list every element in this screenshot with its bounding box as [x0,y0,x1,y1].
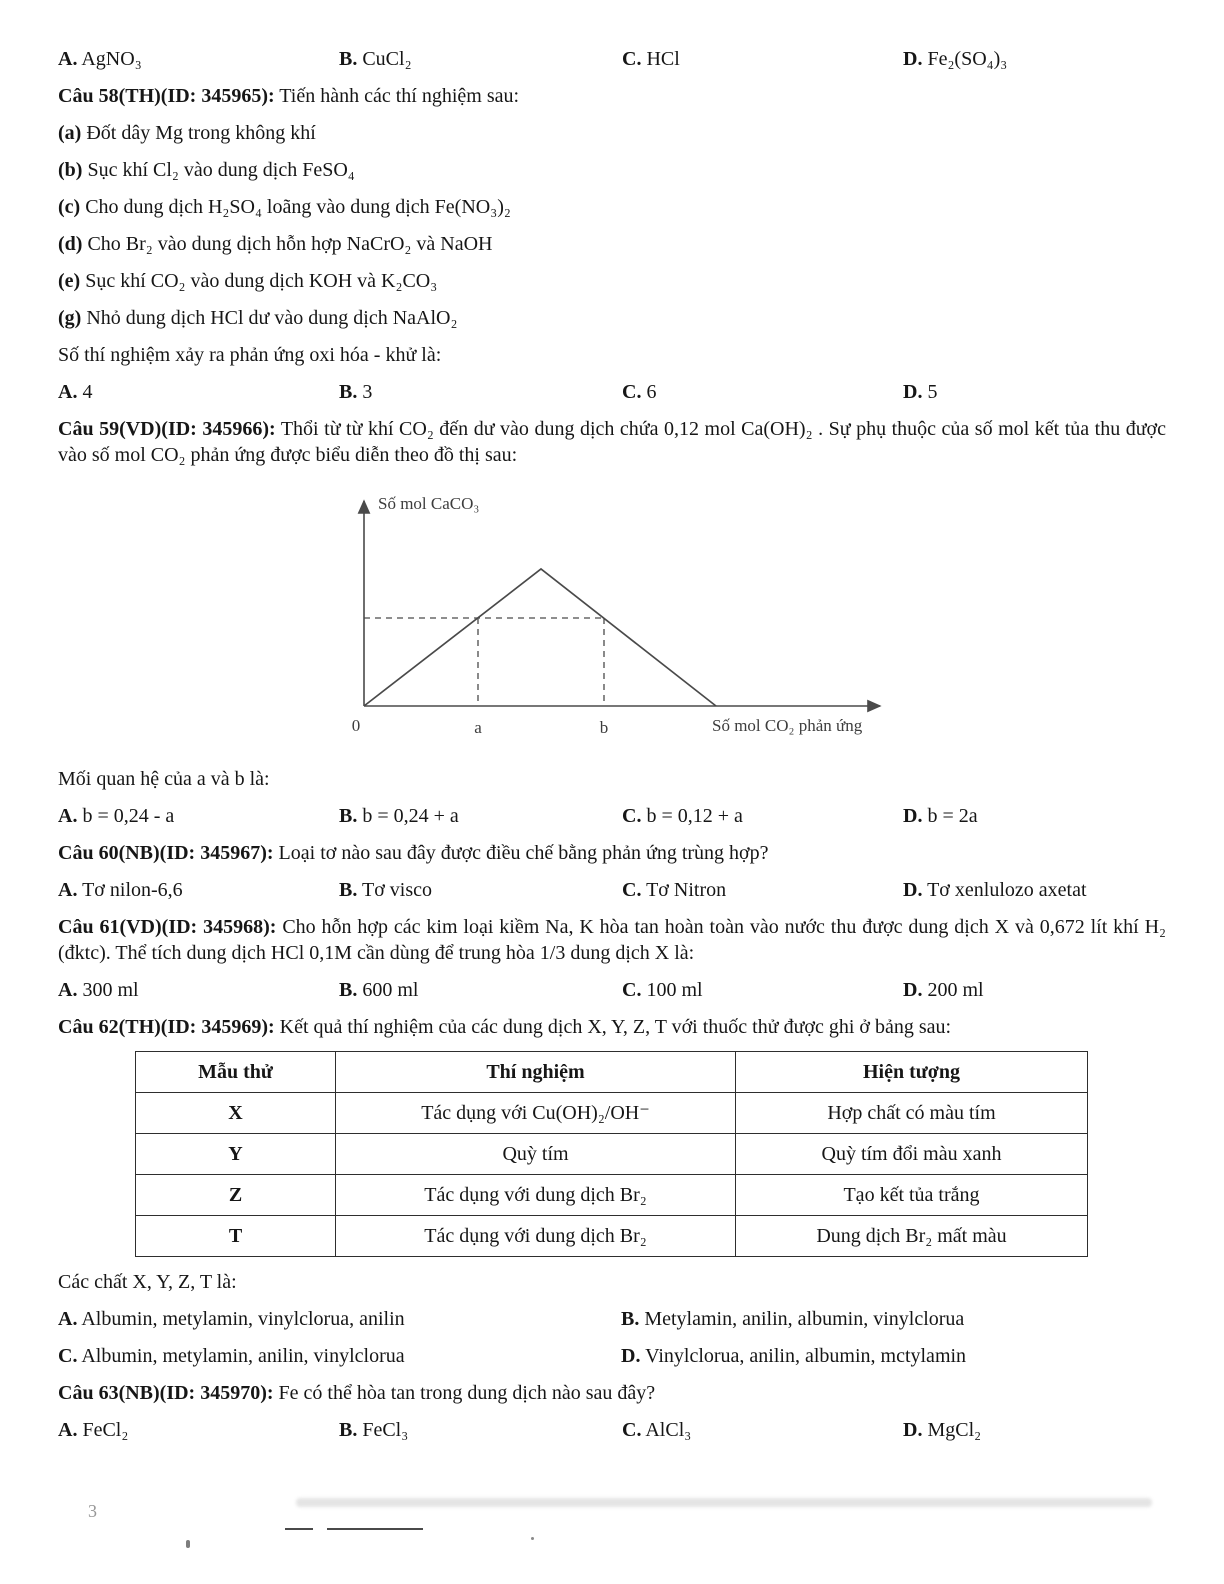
b-tick-label: b [599,718,609,737]
answer-option-c [622,877,903,903]
answer-option-c [622,46,903,72]
answer-option-c [622,803,903,829]
question-63-header [58,1380,1166,1406]
answer-option-a [58,977,339,1003]
item-text: Đốt dây Mg trong không khí [86,122,316,144]
option-letter: B. [621,1308,640,1330]
table-row-t [136,1216,1088,1257]
item-marker: (b) [58,159,83,181]
footer-underline-long [327,1528,423,1530]
option-text: AgNO₃ [81,48,142,70]
question-text: Thổi từ từ khí CO₂ đến dư vào dung dịch chứa 0,12 mol Ca(OH)₂ . Sự phụ thuộc của số mol kết tủa thu được vào số mol CO₂ phản ứng được biểu diễn theo đồ thị sau: [58,418,1167,466]
experiment-item-b [58,157,1166,183]
answer-option-b [339,877,622,903]
table-cell: Tác dụng với Cu(OH)₂/OH⁻ [336,1093,736,1134]
answer-option-a [58,46,339,72]
option-letter: A. [58,1308,78,1330]
answer-option-a [58,379,339,405]
precipitate-curve [364,569,716,706]
option-letter: A. [58,879,78,901]
question-label: Câu 60(NB)(ID: 345967): [58,842,274,864]
table-header-sample: Mẫu thử [136,1052,336,1093]
answer-option-d [903,977,1166,1003]
option-letter: D. [903,381,923,403]
option-text: 4 [82,381,93,403]
answer-option-d [621,1343,1166,1369]
footer-speck [186,1540,190,1548]
option-text: FeCl₃ [362,1419,409,1441]
option-text: 3 [362,381,373,403]
co2-caco3-chart [302,479,1166,758]
answer-option-b [339,977,622,1003]
question-label: Câu 61(VD)(ID: 345968): [58,916,277,938]
option-letter: A. [58,48,78,70]
option-text: Tơ nilon-6,6 [82,879,183,901]
option-letter: A. [58,381,78,403]
question-60-options [58,877,1166,903]
answer-option-c [622,977,903,1003]
option-letter: B. [339,1419,358,1441]
option-text: AlCl₃ [645,1419,692,1441]
option-letter: C. [58,1345,78,1367]
question-prompt-text: Mối quan hệ của a và b là: [58,768,270,790]
item-marker: (a) [58,122,82,144]
footer-dot [531,1537,534,1540]
option-text: MgCl₂ [927,1419,982,1441]
origin-tick-label: 0 [351,716,361,735]
option-text: HCl [646,48,680,70]
footer-smudge [296,1498,1152,1507]
answer-option-c [622,379,903,405]
table-row-z [136,1175,1088,1216]
option-text: Albumin, metylamin, anilin, vinylclorua [81,1345,405,1367]
question-59-header [58,416,1166,468]
experiment-item-a [58,120,1166,146]
answer-option-c [58,1343,621,1369]
option-text: 5 [927,381,938,403]
option-text: Tơ xenlulozo axetat [927,879,1087,901]
y-axis-label: Số mol CaCO₃ [378,494,480,513]
question-59-options [58,803,1166,829]
option-text: CuCl₂ [362,48,412,70]
answer-option-a [58,1417,339,1443]
question-prompt-text: Các chất X, Y, Z, T là: [58,1271,237,1293]
table-cell: Y [136,1134,336,1175]
table-row-y [136,1134,1088,1175]
option-letter: C. [622,381,642,403]
option-text: 100 ml [646,979,703,1001]
question-prompt-text: Số thí nghiệm xảy ra phản ứng oxi hóa - khử là: [58,344,442,366]
experiment-item-c [58,194,1166,220]
option-text: b = 0,24 + a [362,805,459,827]
table-cell: Tác dụng với dung dịch Br₂ [336,1175,736,1216]
answer-option-b [621,1306,1166,1332]
question-text: Cho hỗn hợp các kim loại kiềm Na, K hòa tan hoàn toàn vào nước thu được dung dịch X và 0,672 lít khí H₂ (đktc). Thể tích dung dịch HCl 0,1M cần dùng để trung hòa 1/3 dung dịch X là: [58,916,1167,964]
answer-option-c [622,1417,903,1443]
option-letter: D. [903,879,923,901]
answer-option-d [903,379,1166,405]
option-letter: B. [339,381,358,403]
item-marker: (g) [58,307,82,329]
answer-option-d [903,877,1166,903]
option-text: Albumin, metylamin, vinylclorua, anilin [81,1308,405,1330]
answer-option-a [58,1306,621,1332]
option-letter: A. [58,979,78,1001]
item-marker: (e) [58,270,81,292]
table-row-x [136,1093,1088,1134]
question-label: Câu 58(TH)(ID: 345965): [58,85,275,107]
answer-option-b [339,1417,622,1443]
answer-option-d [903,803,1166,829]
question-61-options [58,977,1166,1003]
question-label: Câu 62(TH)(ID: 345969): [58,1016,275,1038]
answer-option-b [339,46,622,72]
item-text: Cho dung dịch H₂SO₄ loãng vào dung dịch Fe(NO₃)₂ [85,196,511,218]
option-text: Vinylclorua, anilin, albumin, mctylamin [645,1345,967,1367]
item-text: Sục khí CO₂ vào dung dịch KOH và K₂CO₃ [85,270,438,292]
option-text: 600 ml [362,979,419,1001]
answer-option-d [903,1417,1166,1443]
option-text: Tơ Nitron [646,879,727,901]
table-header-experiment: Thí nghiệm [336,1052,736,1093]
option-letter: D. [903,805,923,827]
option-letter: B. [339,48,358,70]
table-cell: T [136,1216,336,1257]
item-marker: (d) [58,233,83,255]
question-label: Câu 59(VD)(ID: 345966): [58,418,276,440]
table-cell: Quỳ tím đổi màu xanh [736,1134,1088,1175]
page-number: 3 [88,1501,97,1521]
question-58-options [58,379,1166,405]
experiment-item-g [58,305,1166,331]
table-cell: Tác dụng với dung dịch Br₂ [336,1216,736,1257]
answer-option-d [903,46,1166,72]
table-header-row [136,1052,1088,1093]
table-cell: Quỳ tím [336,1134,736,1175]
reagent-results-table [135,1051,1088,1257]
option-letter: B. [339,979,358,1001]
table-cell: Z [136,1175,336,1216]
answer-option-a [58,803,339,829]
option-text: Metylamin, anilin, albumin, vinylclorua [644,1308,965,1330]
x-axis-label: Số mol CO₂ phản ứng [712,716,863,735]
option-letter: C. [622,1419,642,1441]
question-label: Câu 63(NB)(ID: 345970): [58,1382,274,1404]
question-62-header [58,1014,1166,1040]
answer-option-b [339,803,622,829]
question-62-prompt [58,1269,1166,1295]
experiment-item-e [58,268,1166,294]
option-letter: C. [622,805,642,827]
option-text: 6 [646,381,657,403]
option-letter: D. [903,1419,923,1441]
option-letter: A. [58,805,78,827]
a-tick-label: a [474,718,482,737]
option-letter: C. [622,879,642,901]
option-text: Fe₂(SO₄)₃ [927,48,1008,70]
question-text: Loại tơ nào sau đây được điều chế bằng phản ứng trùng hợp? [278,842,769,864]
answer-option-a [58,877,339,903]
option-letter: B. [339,805,358,827]
table-cell: X [136,1093,336,1134]
option-letter: A. [58,1419,78,1441]
question-60-header [58,840,1166,866]
option-text: b = 2a [927,805,978,827]
question-62-options-row-1 [58,1306,1166,1332]
question-text: Fe có thể hòa tan trong dung dịch nào sau đây? [278,1382,656,1404]
question-58-header [58,83,1166,109]
item-text: Nhỏ dung dịch HCl dư vào dung dịch NaAlO₂ [86,307,458,329]
question-59-prompt [58,766,1166,792]
option-text: 200 ml [927,979,984,1001]
item-text: Cho Br₂ vào dung dịch hỗn hợp NaCrO₂ và NaOH [87,233,493,255]
option-letter: D. [903,979,923,1001]
question-61-header [58,914,1166,966]
option-text: Tơ visco [361,879,432,901]
table-cell: Dung dịch Br₂ mất màu [736,1216,1088,1257]
question-text: Kết quả thí nghiệm của các dung dịch X, Y, Z, T với thuốc thử được ghi ở bảng sau: [279,1016,952,1038]
option-letter: D. [621,1345,641,1367]
option-letter: C. [622,979,642,1001]
option-text: b = 0,12 + a [646,805,743,827]
option-letter: B. [339,879,358,901]
chart-canvas [302,479,942,751]
table-header-phenomenon: Hiện tượng [736,1052,1088,1093]
table-cell: Hợp chất có màu tím [736,1093,1088,1134]
option-text: 300 ml [82,979,139,1001]
option-text: FeCl₂ [82,1419,129,1441]
footer-underline-short [285,1528,313,1530]
option-letter: D. [903,48,923,70]
answer-option-b [339,379,622,405]
question-62-options-row-2 [58,1343,1166,1369]
option-letter: C. [622,48,642,70]
question-58-prompt [58,342,1166,368]
item-text: Sục khí Cl₂ vào dung dịch FeSO₄ [87,159,355,181]
previous-question-options [58,46,1166,72]
experiment-item-d [58,231,1166,257]
question-text: Tiến hành các thí nghiệm sau: [279,85,520,107]
table-cell: Tạo kết tủa trắng [736,1175,1088,1216]
item-marker: (c) [58,196,81,218]
question-63-options [58,1417,1166,1443]
option-text: b = 0,24 - a [82,805,175,827]
